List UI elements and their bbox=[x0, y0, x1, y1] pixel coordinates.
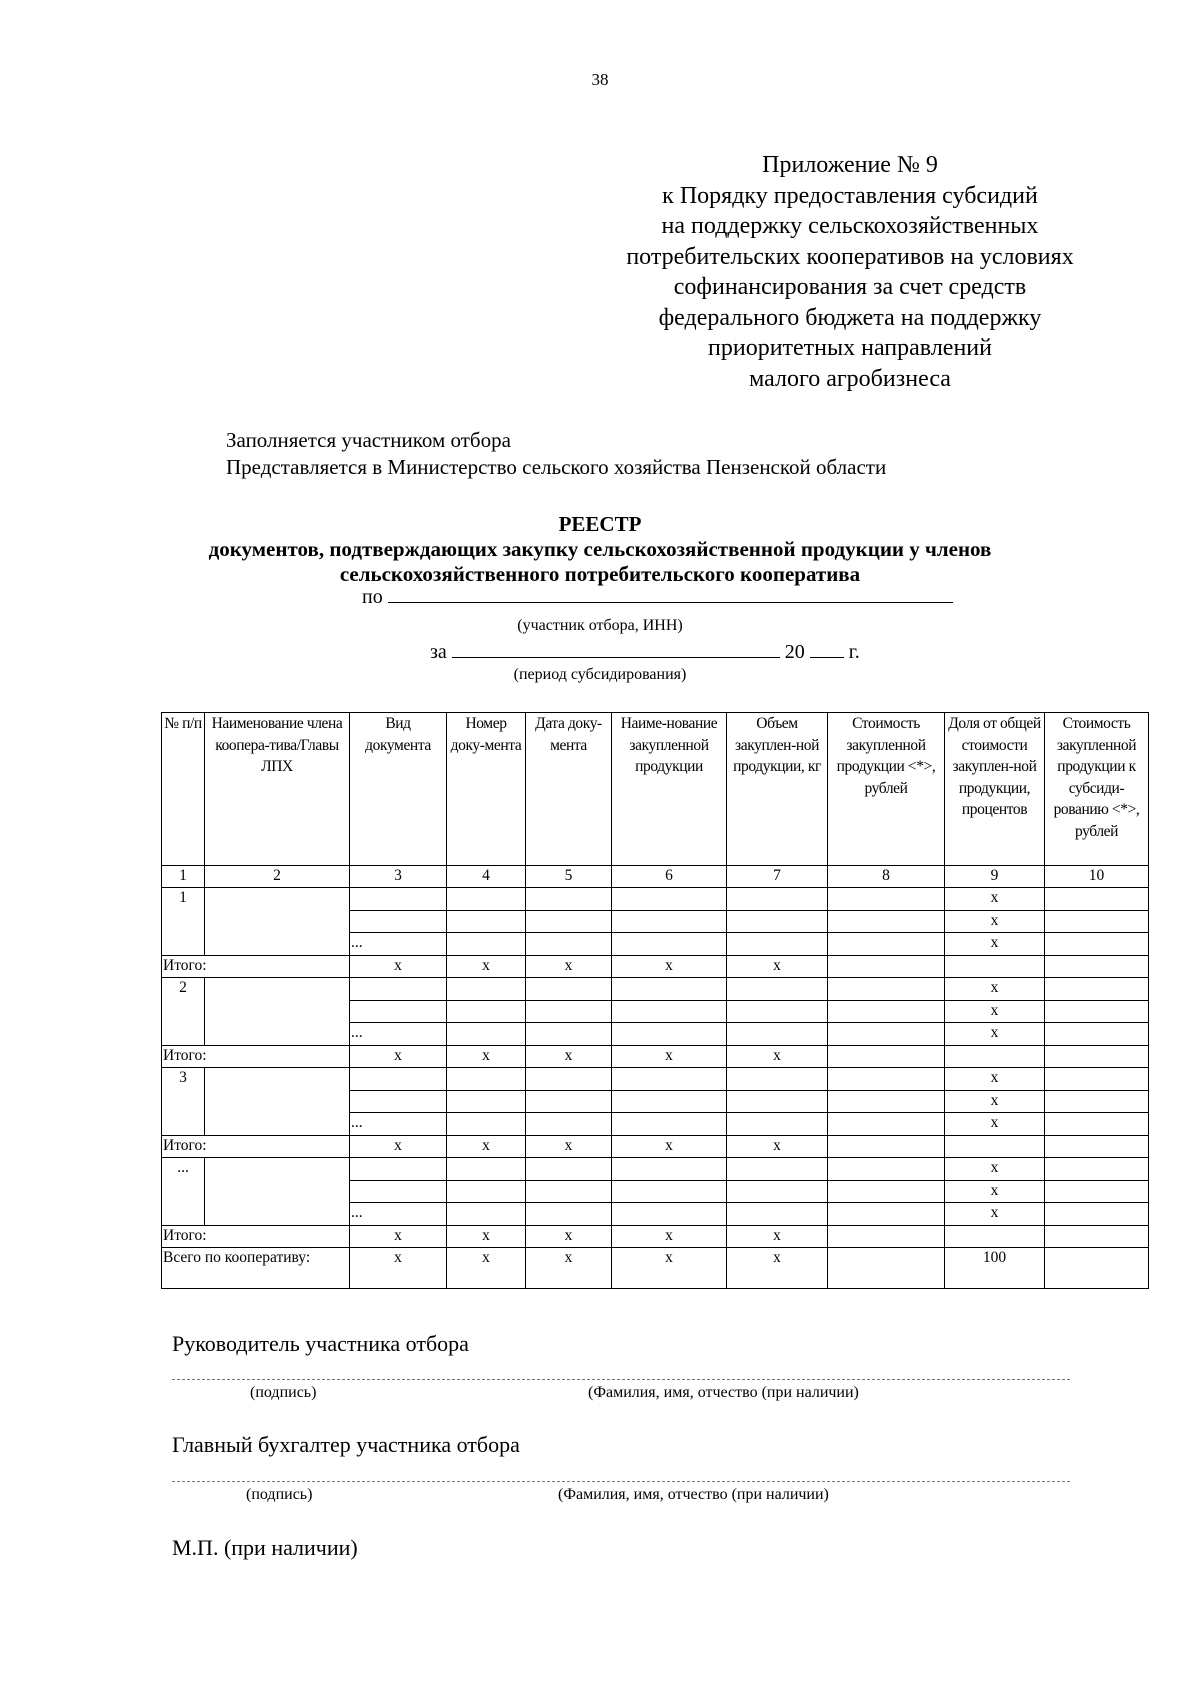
document-type-cell[interactable] bbox=[350, 978, 447, 1001]
subtotal-row bbox=[162, 1045, 1149, 1068]
header-cell: Дата доку-мента bbox=[526, 713, 612, 866]
table-cell[interactable] bbox=[612, 910, 727, 933]
appendix-line: малого агробизнеса bbox=[749, 365, 951, 392]
x-mark-cell: x bbox=[447, 1248, 526, 1289]
total-label: Всего по кооперативу: bbox=[162, 1248, 350, 1289]
table-cell[interactable] bbox=[526, 1000, 612, 1023]
table-row bbox=[162, 1068, 1149, 1091]
table-cell[interactable] bbox=[612, 1113, 727, 1136]
document-type-cell[interactable] bbox=[350, 910, 447, 933]
table-cell[interactable] bbox=[727, 1090, 828, 1113]
subtotal-share-cell[interactable] bbox=[945, 955, 1045, 978]
column-number: 3 bbox=[350, 866, 447, 888]
header-cell: Стоимость закупленной продукции к субсиди-рованию <*>, рублей bbox=[1045, 713, 1149, 866]
subtotal-label: Итого: bbox=[162, 1045, 350, 1068]
x-mark-cell: x bbox=[945, 933, 1045, 956]
accountant-name-caption: (Фамилия, имя, отчество (при наличии) bbox=[558, 1486, 829, 1503]
header-cell: № п/п bbox=[162, 713, 205, 866]
appendix-line: федерального бюджета на поддержку bbox=[658, 304, 1042, 331]
table-cell[interactable] bbox=[526, 933, 612, 956]
x-mark-cell: x bbox=[945, 1000, 1045, 1023]
table-cell[interactable] bbox=[612, 888, 727, 911]
table-cell[interactable] bbox=[1045, 933, 1149, 956]
x-mark-cell: x bbox=[447, 1225, 526, 1248]
table-cell[interactable] bbox=[828, 933, 945, 956]
x-mark-cell: x bbox=[945, 1113, 1045, 1136]
registry-title-sub: документов, подтверждающих закупку сельскохозяйственной продукции у членов bbox=[208, 537, 992, 561]
member-name-cell[interactable] bbox=[205, 978, 350, 1046]
table-cell[interactable] bbox=[828, 1203, 945, 1226]
period-caption: (период субсидирования) bbox=[513, 666, 687, 683]
table-cell[interactable] bbox=[1045, 910, 1149, 933]
participant-prefix: по bbox=[362, 586, 383, 608]
head-signature-line[interactable] bbox=[172, 1379, 1070, 1381]
header-cell: Доля от общей стоимости закуплен-ной продукции, процентов bbox=[945, 713, 1045, 866]
table-cell[interactable] bbox=[828, 1023, 945, 1046]
table-cell[interactable] bbox=[612, 1090, 727, 1113]
table-cell[interactable] bbox=[526, 1023, 612, 1046]
stamp-note: М.П. (при наличии) bbox=[172, 1535, 358, 1560]
total-value-cell[interactable] bbox=[828, 1248, 945, 1289]
row-number: 2 bbox=[162, 978, 205, 1046]
x-mark-cell: x bbox=[447, 1045, 526, 1068]
document-type-cell[interactable] bbox=[350, 888, 447, 911]
table-cell[interactable] bbox=[1045, 1023, 1149, 1046]
document-type-cell[interactable]: ... bbox=[350, 1203, 447, 1226]
x-mark-cell: x bbox=[612, 1225, 727, 1248]
table-row bbox=[162, 888, 1149, 911]
table-cell[interactable] bbox=[526, 910, 612, 933]
table-cell[interactable] bbox=[727, 978, 828, 1001]
table-cell[interactable] bbox=[727, 1180, 828, 1203]
x-mark-cell: x bbox=[350, 1045, 447, 1068]
column-number: 7 bbox=[727, 866, 828, 888]
table-cell[interactable] bbox=[727, 933, 828, 956]
table-cell[interactable] bbox=[526, 888, 612, 911]
x-mark-cell: x bbox=[350, 1225, 447, 1248]
subtotal-share-cell[interactable] bbox=[945, 1135, 1045, 1158]
table-cell[interactable] bbox=[727, 1000, 828, 1023]
header-cell: Стоимость закупленной продукции <*>, рублей bbox=[828, 713, 945, 866]
year-prefix: 20 bbox=[784, 641, 805, 663]
column-number: 5 bbox=[526, 866, 612, 888]
table-cell[interactable] bbox=[612, 1000, 727, 1023]
document-type-cell[interactable]: ... bbox=[350, 933, 447, 956]
table-row bbox=[162, 1158, 1149, 1181]
submission-notes bbox=[226, 427, 886, 481]
table-header-row bbox=[162, 713, 1149, 866]
table-cell[interactable] bbox=[828, 910, 945, 933]
column-number: 6 bbox=[612, 866, 727, 888]
table-cell[interactable] bbox=[828, 1180, 945, 1203]
subtotal-value-cell[interactable] bbox=[828, 1225, 945, 1248]
table-cell[interactable] bbox=[612, 933, 727, 956]
subtotal-value-cell[interactable] bbox=[828, 955, 945, 978]
x-mark-cell: x bbox=[447, 955, 526, 978]
column-number: 2 bbox=[205, 866, 350, 888]
participant-field[interactable] bbox=[362, 585, 953, 609]
accountant-signature-title: Главный бухгалтер участника отбора bbox=[172, 1432, 520, 1457]
table-cell[interactable] bbox=[828, 888, 945, 911]
subtotal-subsidy-cell[interactable] bbox=[1045, 1135, 1149, 1158]
table-cell[interactable] bbox=[526, 978, 612, 1001]
table-cell[interactable] bbox=[612, 1180, 727, 1203]
header-cell: Номер доку-мента bbox=[447, 713, 526, 866]
table-cell[interactable] bbox=[727, 1203, 828, 1226]
column-number-row bbox=[162, 866, 1149, 888]
subtotal-label: Итого: bbox=[162, 1225, 350, 1248]
table-cell[interactable] bbox=[447, 978, 526, 1001]
accountant-signature-line[interactable] bbox=[172, 1481, 1070, 1483]
x-mark-cell: x bbox=[945, 888, 1045, 911]
subtotal-share-cell[interactable] bbox=[945, 1225, 1045, 1248]
x-mark-cell: x bbox=[945, 1068, 1045, 1091]
table-cell[interactable] bbox=[828, 1090, 945, 1113]
filled-by-note: Заполняется участником отбора bbox=[226, 428, 511, 452]
period-blank[interactable] bbox=[452, 640, 780, 658]
document-type-cell[interactable] bbox=[350, 1090, 447, 1113]
participant-caption: (участник отбора, ИНН) bbox=[517, 617, 683, 634]
x-mark-cell: x bbox=[945, 1090, 1045, 1113]
table-cell[interactable] bbox=[1045, 888, 1149, 911]
registry-table bbox=[161, 712, 1149, 1289]
table-cell[interactable] bbox=[612, 1158, 727, 1181]
table-cell[interactable] bbox=[828, 1158, 945, 1181]
period-prefix: за bbox=[430, 641, 447, 663]
subtotal-share-cell[interactable] bbox=[945, 1045, 1045, 1068]
x-mark-cell: x bbox=[526, 955, 612, 978]
x-mark-cell: x bbox=[612, 1135, 727, 1158]
table-cell[interactable] bbox=[828, 1113, 945, 1136]
appendix-line: приоритетных направлений bbox=[708, 335, 992, 361]
x-mark-cell: x bbox=[945, 1180, 1045, 1203]
subtotal-label: Итого: bbox=[162, 1135, 350, 1158]
subtotal-subsidy-cell[interactable] bbox=[1045, 1045, 1149, 1068]
table-cell[interactable] bbox=[727, 1158, 828, 1181]
x-mark-cell: x bbox=[945, 1023, 1045, 1046]
table-cell[interactable] bbox=[447, 1180, 526, 1203]
table-cell[interactable] bbox=[828, 1068, 945, 1091]
table-cell[interactable] bbox=[1045, 1180, 1149, 1203]
x-mark-cell: x bbox=[526, 1045, 612, 1068]
row-number: 3 bbox=[162, 1068, 205, 1136]
x-mark-cell: x bbox=[727, 1248, 828, 1289]
appendix-line: софинансирования за счет средств bbox=[673, 274, 1027, 300]
table-cell[interactable] bbox=[1045, 1068, 1149, 1091]
subtotal-subsidy-cell[interactable] bbox=[1045, 1225, 1149, 1248]
document-type-cell[interactable] bbox=[350, 1068, 447, 1091]
x-mark-cell: x bbox=[526, 1248, 612, 1289]
participant-blank[interactable] bbox=[388, 585, 953, 603]
table-cell[interactable] bbox=[447, 1158, 526, 1181]
document-type-cell[interactable] bbox=[350, 1000, 447, 1023]
x-mark-cell: x bbox=[727, 1225, 828, 1248]
x-mark-cell: x bbox=[350, 1135, 447, 1158]
x-mark-cell: x bbox=[612, 1248, 727, 1289]
document-type-cell[interactable]: ... bbox=[350, 1113, 447, 1136]
submitted-to-note: Представляется в Министерство сельского хозяйства Пензенской области bbox=[226, 455, 887, 479]
x-mark-cell: x bbox=[727, 955, 828, 978]
member-name-cell[interactable] bbox=[205, 1068, 350, 1136]
header-cell: Вид документа bbox=[350, 713, 447, 866]
x-mark-cell: x bbox=[350, 1248, 447, 1289]
document-type-cell[interactable]: ... bbox=[350, 1023, 447, 1046]
table-cell[interactable] bbox=[526, 1180, 612, 1203]
table-cell[interactable] bbox=[447, 910, 526, 933]
head-name-caption: (Фамилия, имя, отчество (при наличии) bbox=[588, 1384, 859, 1401]
column-number: 4 bbox=[447, 866, 526, 888]
appendix-line: потребительских кооперативов на условиях bbox=[626, 243, 1074, 270]
table-cell[interactable] bbox=[828, 978, 945, 1001]
appendix-header bbox=[570, 150, 1130, 394]
year-suffix: г. bbox=[848, 641, 860, 663]
appendix-line: к Порядку предоставления субсидий bbox=[662, 182, 1038, 209]
table-cell[interactable] bbox=[1045, 1090, 1149, 1113]
table-cell[interactable] bbox=[612, 1203, 727, 1226]
table-cell[interactable] bbox=[447, 1023, 526, 1046]
table-cell[interactable] bbox=[447, 1203, 526, 1226]
table-cell[interactable] bbox=[1045, 1000, 1149, 1023]
subtotal-subsidy-cell[interactable] bbox=[1045, 955, 1149, 978]
x-mark-cell: x bbox=[945, 1203, 1045, 1226]
subtotal-value-cell[interactable] bbox=[828, 1135, 945, 1158]
subtotal-label: Итого: bbox=[162, 955, 350, 978]
x-mark-cell: x bbox=[447, 1135, 526, 1158]
x-mark-cell: x bbox=[945, 978, 1045, 1001]
table-cell[interactable] bbox=[447, 1090, 526, 1113]
table-cell[interactable] bbox=[727, 1113, 828, 1136]
table-row bbox=[162, 978, 1149, 1001]
subtotal-row bbox=[162, 1135, 1149, 1158]
x-mark-cell: x bbox=[945, 1158, 1045, 1181]
table-cell[interactable] bbox=[447, 888, 526, 911]
table-cell[interactable] bbox=[1045, 1158, 1149, 1181]
column-number: 1 bbox=[162, 866, 205, 888]
header-cell: Наиме-нование закупленной продукции bbox=[612, 713, 727, 866]
column-number: 8 bbox=[828, 866, 945, 888]
subtotal-row bbox=[162, 1225, 1149, 1248]
total-subsidy-cell[interactable] bbox=[1045, 1248, 1149, 1289]
column-number: 9 bbox=[945, 866, 1045, 888]
table-cell[interactable] bbox=[526, 1090, 612, 1113]
head-signature-title: Руководитель участника отбора bbox=[172, 1331, 469, 1356]
table-cell[interactable] bbox=[526, 1113, 612, 1136]
table-cell[interactable] bbox=[828, 1000, 945, 1023]
table-cell[interactable] bbox=[447, 1068, 526, 1091]
page-number: 38 bbox=[591, 70, 609, 89]
table-cell[interactable] bbox=[612, 1023, 727, 1046]
table-cell[interactable] bbox=[1045, 978, 1149, 1001]
x-mark-cell: x bbox=[727, 1045, 828, 1068]
table-cell[interactable] bbox=[447, 1113, 526, 1136]
total-share-cell: 100 bbox=[945, 1248, 1045, 1289]
table-cell[interactable] bbox=[727, 1068, 828, 1091]
table-cell[interactable] bbox=[526, 1203, 612, 1226]
table-cell[interactable] bbox=[1045, 1113, 1149, 1136]
table-cell[interactable] bbox=[447, 1000, 526, 1023]
appendix-line: Приложение № 9 bbox=[762, 152, 938, 178]
total-row bbox=[162, 1248, 1149, 1289]
table-cell[interactable] bbox=[447, 933, 526, 956]
registry-title-main: РЕЕСТР bbox=[558, 512, 642, 536]
column-number: 10 bbox=[1045, 866, 1149, 888]
header-cell: Наименование члена коопера-тива/Главы ЛПХ bbox=[205, 713, 350, 866]
x-mark-cell: x bbox=[727, 1135, 828, 1158]
member-name-cell[interactable] bbox=[205, 888, 350, 956]
row-number: ... bbox=[162, 1158, 205, 1226]
registry-title bbox=[0, 512, 1200, 587]
year-blank[interactable] bbox=[810, 640, 844, 658]
x-mark-cell: x bbox=[526, 1225, 612, 1248]
x-mark-cell: x bbox=[526, 1135, 612, 1158]
document-type-cell[interactable] bbox=[350, 1158, 447, 1181]
subtotal-value-cell[interactable] bbox=[828, 1045, 945, 1068]
x-mark-cell: x bbox=[945, 910, 1045, 933]
registry-title-sub: сельскохозяйственного потребительского кооператива bbox=[339, 562, 861, 586]
table-cell[interactable] bbox=[727, 888, 828, 911]
x-mark-cell: x bbox=[350, 955, 447, 978]
x-mark-cell: x bbox=[612, 1045, 727, 1068]
row-number: 1 bbox=[162, 888, 205, 956]
period-field[interactable] bbox=[430, 640, 860, 664]
table-cell[interactable] bbox=[727, 910, 828, 933]
table-cell[interactable] bbox=[727, 1023, 828, 1046]
table-cell[interactable] bbox=[526, 1158, 612, 1181]
header-cell: Объем закуплен-ной продукции, кг bbox=[727, 713, 828, 866]
table-cell[interactable] bbox=[612, 1068, 727, 1091]
table-cell[interactable] bbox=[526, 1068, 612, 1091]
document-type-cell[interactable] bbox=[350, 1180, 447, 1203]
head-sign-caption: (подпись) bbox=[250, 1384, 317, 1401]
table-cell[interactable] bbox=[612, 978, 727, 1001]
appendix-line: на поддержку сельскохозяйственных bbox=[661, 213, 1039, 239]
table-cell[interactable] bbox=[1045, 1203, 1149, 1226]
subtotal-row bbox=[162, 955, 1149, 978]
member-name-cell[interactable] bbox=[205, 1158, 350, 1226]
x-mark-cell: x bbox=[612, 955, 727, 978]
accountant-sign-caption: (подпись) bbox=[246, 1486, 313, 1503]
